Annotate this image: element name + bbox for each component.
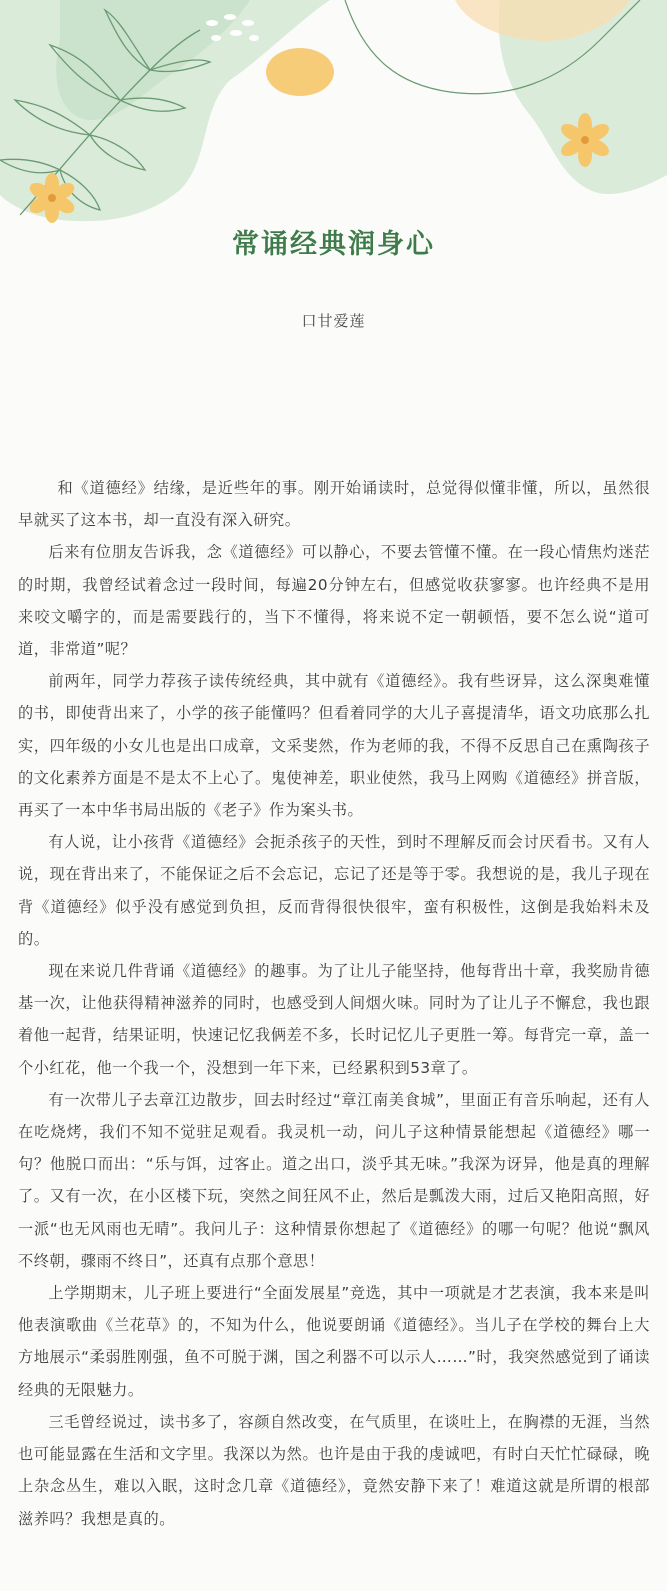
paragraph: 现在来说几件背诵《道德经》的趣事。为了让儿子能坚持，他每背出十章，我奖励肯德基一次，让他获得精神滋养的同时，也感受到人间烟火味。同时为了让儿子不懈怠，我也跟着他一起背，结果证明，快速记忆我俩差不多，长时记忆儿子更胜一筹。每背完一章，盖一个小红花，他一个我一个，没想到一年下来，已经累积到53章了。 bbox=[18, 962, 650, 1077]
paragraph: 有一次带儿子去章江边散步，回去时经过“章江南美食城”，里面正有音乐响起，还有人在吃烧烤，我们不知不觉驻足观看。我灵机一动，问儿子这种情景能想起《道德经》哪一句？他脱口而出：“乐与饵，过客止。道之出口，淡乎其无味。”我深为讶异，他是真的理解了。又有一次，在小区楼下玩，突然之间狂风不止，然后是瓢泼大雨，过后又艳阳高照，好一派“也无风雨也无晴”。我问儿子：这种情景你想起了《道德经》的哪一句呢？他说“飘风不终朝，骤雨不终日”，还真有点那个意思！ bbox=[18, 1090, 650, 1270]
paragraph: 三毛曾经说过，读书多了，容颜自然改变，在气质里，在谈吐上，在胸襟的无涯，当然也可能显露在生活和文字里。我深以为然。也许是由于我的虔诚吧，有时白天忙忙碌碌，晚上杂念丛生，难以入眠，这时念几章《道德经》，竟然安静下来了！难道这就是所谓的根部滋养吗？我想是真的。 bbox=[18, 1412, 650, 1528]
article-title: 常诵经典润身心 bbox=[232, 229, 435, 260]
paragraph: 后来有位朋友告诉我，念《道德经》可以静心，不要去管懂不懂。在一段心情焦灼迷茫的时期，我曾经试着念过一段时间，每遍20分钟左右，但感觉收获寥寥。也许经典不是用来咬文嚼字的，而是需要践行的，当下不懂得，将来说不定一朝顿悟，要不怎么说“道可道，非常道”呢？ bbox=[18, 543, 650, 659]
orange-blob bbox=[266, 48, 334, 96]
paragraph: 有人说，让小孩背《道德经》会扼杀孩子的天性，到时不理解反而会讨厌看书。又有人说，现在背出来了，不能保证之后不会忘记，忘记了还是等于零。我想说的是，我儿子现在背《道德经》似乎没有感觉到负担，反而背得很快很牢，蛮有积极性，这倒是我始料未及的。 bbox=[18, 833, 650, 948]
article-body bbox=[18, 472, 650, 1535]
paragraph: 和《道德经》结缘，是近些年的事。刚开始诵读时，总觉得似懂非懂，所以，虽然很早就买了这本书，却一直没有深入研究。 bbox=[18, 479, 650, 530]
paragraph: 上学期期末，儿子班上要进行“全面发展星”竞选，其中一项就是才艺表演，我本来是叫他表演歌曲《兰花草》的，不知为什么，他说要朗诵《道德经》。当儿子在学校的舞台上大方地展示“柔弱胜刚强，鱼不可脱于渊，国之利器不可以示人……”时，我突然感觉到了诵读经典的无限魅力。 bbox=[18, 1284, 650, 1399]
paragraph: 前两年，同学力荐孩子读传统经典，其中就有《道德经》。我有些讶异，这么深奥难懂的书，即使背出来了，小学的孩子能懂吗？但看着同学的大儿子喜提清华，语文功底那么扎实，四年级的小女儿也是出口成章，文采斐然，作为老师的我，不得不反思自己在熏陶孩子的文化素养方面是不是太不上心了。鬼使神差，职业使然，我马上网购《道德经》拼音版，再买了一本中华书局出版的《老子》作为案头书。 bbox=[18, 672, 650, 820]
article-author: 口甘爱莲 bbox=[301, 312, 366, 330]
header-decoration bbox=[0, 0, 667, 230]
